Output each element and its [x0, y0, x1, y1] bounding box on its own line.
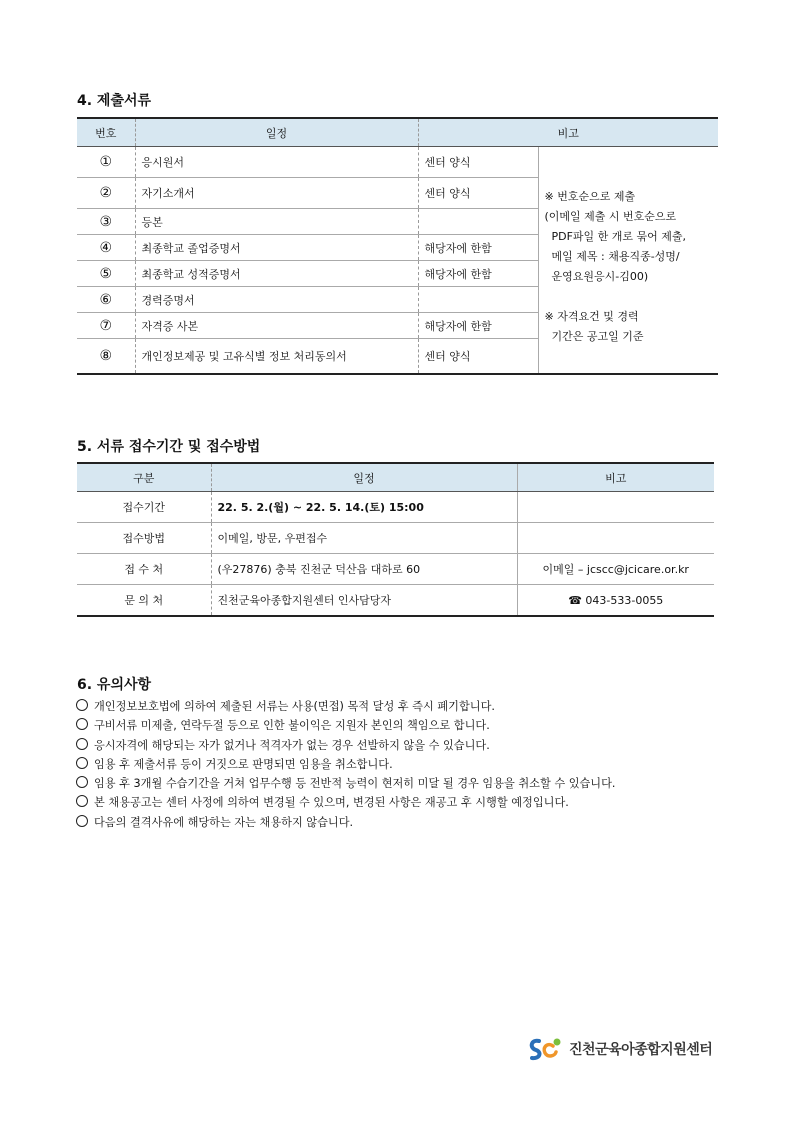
logo-text: 진천군육아종합지원센터 [569, 1042, 713, 1058]
row-number: ⑤ [77, 261, 135, 287]
email-contact[interactable]: 이메일 – jcscc@jcicare.or.kr [517, 554, 714, 585]
row-number: ② [77, 178, 135, 209]
document-note [418, 287, 538, 313]
section-4-title: 4. 제출서류 [77, 93, 152, 109]
list-item [76, 813, 615, 832]
notice-text: 다음의 결격사유에 해당하는 자는 채용하지 않습니다. [94, 815, 354, 829]
row-number: ④ [77, 235, 135, 261]
row-note [517, 492, 714, 523]
row-value: 진천군육아종합지원센터 인사담당자 [211, 585, 517, 617]
list-item [76, 736, 615, 755]
table-row [77, 492, 714, 523]
circle-bullet-icon [76, 738, 88, 750]
header-schedule: 일정 [211, 463, 517, 492]
table-row [77, 147, 718, 178]
notice-text: 임용 후 3개월 수습기간을 거쳐 업무수행 등 전반적 능력이 현저히 미달 될 경우 임용을 취소할 수 있습니다. [94, 777, 616, 791]
document-note: 해당자에 한함 [418, 261, 538, 287]
table-row [77, 554, 714, 585]
row-number: ⑥ [77, 287, 135, 313]
row-value: 이메일, 방문, 우편접수 [211, 523, 517, 554]
circle-bullet-icon [76, 795, 88, 807]
row-value: (우27876) 충북 진천군 덕산읍 대하로 60 [211, 554, 517, 585]
circle-bullet-icon [76, 815, 88, 827]
logo-mark-icon [527, 1036, 563, 1062]
document-name: 최종학교 성적증명서 [135, 261, 418, 287]
notice-list [76, 697, 615, 832]
row-value: 22. 5. 2.(월) ~ 22. 5. 14.(토) 15:00 [211, 492, 517, 523]
document-note: 해당자에 한함 [418, 235, 538, 261]
submission-documents-table [77, 117, 718, 375]
row-label: 접수방법 [77, 523, 211, 554]
notice-text: 응시자격에 해당되는 자가 없거나 적격자가 없는 경우 선발하지 않을 수 있습니다. [94, 738, 490, 752]
document-name: 개인정보제공 및 고유식별 정보 처리동의서 [135, 339, 418, 374]
remarks-note: ※ 번호순으로 제출 (이메일 제출 시 번호순으로 PDF파일 한 개로 묶어 제출, 메일 제목 : 채용직종-성명/ 운영요원응시-김00) ※ 자격요건 및 경력 기간은 공고일 기준 [538, 147, 718, 374]
phone-contact: ☎ 043-533-0055 [517, 585, 714, 617]
document-note: 센터 양식 [418, 339, 538, 374]
row-number: ③ [77, 209, 135, 235]
document-note: 해당자에 한함 [418, 313, 538, 339]
row-label: 문 의 처 [124, 594, 164, 607]
row-label: 접수기간 [77, 492, 211, 523]
header-number: 번호 [77, 118, 135, 147]
header-schedule: 일정 [135, 118, 418, 147]
document-name: 최종학교 졸업증명서 [135, 235, 418, 261]
document-note: 센터 양식 [418, 178, 538, 209]
application-period-table [77, 462, 714, 617]
row-note [517, 523, 714, 554]
list-item [76, 793, 615, 812]
circle-bullet-icon [76, 718, 88, 730]
circle-bullet-icon [76, 776, 88, 788]
document-name: 응시원서 [135, 147, 418, 178]
section-6-title: 6. 유의사항 [77, 677, 152, 693]
row-number: ⑧ [99, 347, 113, 364]
notice-text: 임용 후 제출서류 등이 거짓으로 판명되면 임용을 취소합니다. [94, 757, 393, 771]
section-5-title: 5. 서류 접수기간 및 접수방법 [77, 439, 261, 455]
table-row [77, 523, 714, 554]
header-category: 구분 [77, 463, 211, 492]
notice-text: 개인정보보호법에 의하여 제출된 서류는 사용(면접) 목적 달성 후 즉시 폐기합니다. [94, 700, 495, 713]
header-remarks: 비고 [517, 463, 714, 492]
row-number: ⑦ [77, 313, 135, 339]
list-item [76, 697, 615, 716]
center-logo [527, 1036, 712, 1062]
list-item [76, 774, 615, 793]
document-name: 경력증명서 [135, 287, 418, 313]
row-label: 접 수 처 [77, 554, 211, 585]
circle-bullet-icon [76, 757, 88, 769]
row-number: ① [77, 147, 135, 178]
document-name: 자기소개서 [135, 178, 418, 209]
document-name: 자격증 사본 [135, 313, 418, 339]
list-item [76, 716, 615, 735]
header-remarks: 비고 [418, 118, 718, 147]
document-note: 센터 양식 [418, 147, 538, 178]
document-note [418, 209, 538, 235]
circle-bullet-icon [76, 699, 88, 711]
notice-text: 구비서류 미제출, 연락두절 등으로 인한 불이익은 지원자 본인의 책임으로 합니다. [94, 719, 490, 733]
document-name: 등본 [135, 209, 418, 235]
list-item [76, 755, 615, 774]
table-row [77, 585, 714, 617]
notice-text: 본 채용공고는 센터 사정에 의하여 변경될 수 있으며, 변경된 사항은 재공고 후 시행할 예정입니다. [94, 796, 569, 810]
